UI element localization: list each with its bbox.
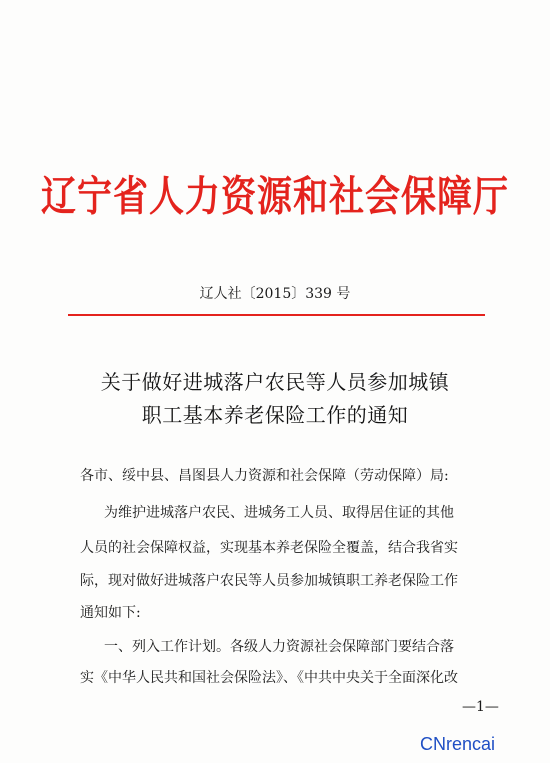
document-title-line-1: 关于做好进城落户农民等人员参加城镇 — [100, 370, 450, 394]
document-title-line-2: 职工基本养老保险工作的通知 — [141, 403, 409, 427]
document-number: 辽人社〔2015〕339 号 — [199, 286, 351, 302]
body-line: 通知如下: — [80, 605, 141, 621]
body-line: 人员的社会保障权益，实现基本养老保险全覆盖，结合我省实 — [80, 540, 458, 556]
red-divider-line — [68, 314, 485, 316]
body-line: 实《中华人民共和国社会保险法》、《中共中央关于全面深化改 — [80, 670, 458, 686]
issuing-agency-header: 辽宁省人力资源和社会保障厅 — [40, 172, 509, 222]
body-line: 际，现对做好进城落户农民等人员参加城镇职工养老保险工作 — [80, 573, 458, 589]
body-line: 一、列入工作计划。各级人力资源社会保障部门要结合落 — [104, 639, 454, 655]
salutation: 各市、绥中县、昌图县人力资源和社会保障（劳动保障）局: — [80, 468, 449, 484]
page-number: —1— — [462, 699, 499, 715]
body-line: 为维护进城落户农民、进城务工人员、取得居住证的其他 — [104, 505, 454, 521]
site-watermark: CNrencai — [420, 734, 496, 754]
